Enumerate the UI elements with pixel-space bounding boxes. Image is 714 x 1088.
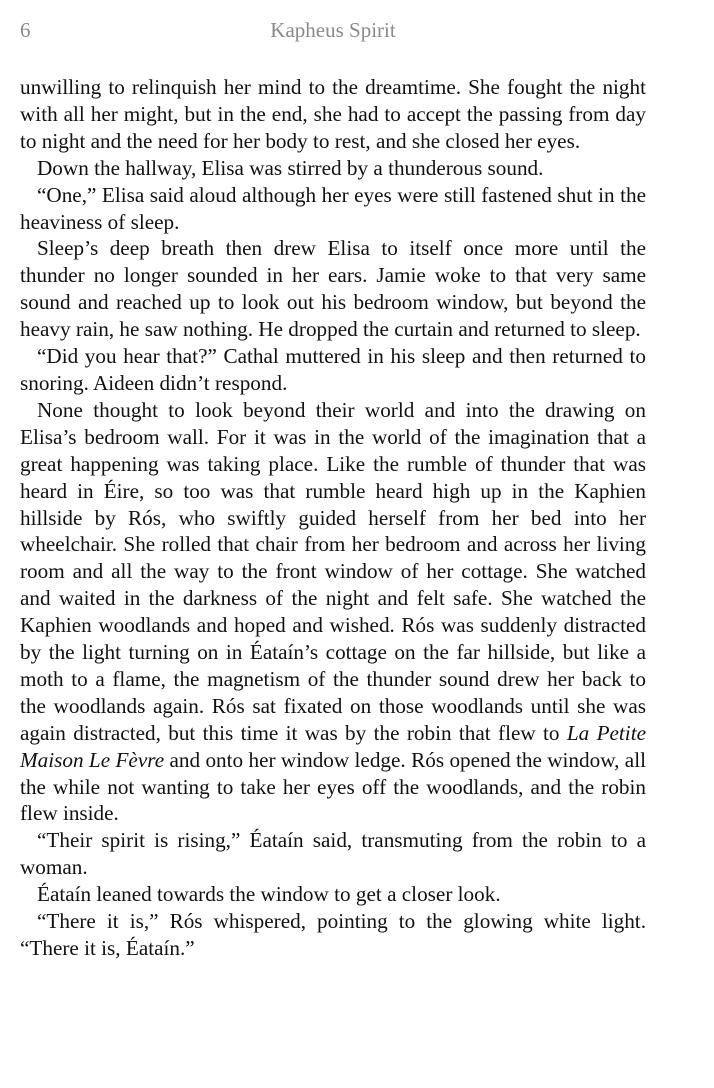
paragraph: Sleep’s deep breath then drew Elisa to itself once more until the thunder no longer sounded in her ears. Jamie woke to that very same sound and reached up to look out his bedroom window, but beyond the heavy rain, he saw nothing. He dropped the curtain and returned to sleep. [20,236,646,342]
page-header [20,18,646,48]
paragraph: Éataín leaned towards the window to get a closer look. [37,882,501,907]
body-text [20,74,646,962]
paragraph: unwilling to relinquish her mind to the dreamtime. She fought the night with all her might, but in the end, she had to accept the passing from day to night and the need for her body to rest, and she closed her eyes. [20,75,646,153]
running-title: Kapheus Spirit [270,18,396,42]
page-number: 6 [20,18,31,42]
paragraph: “Did you hear that?” Cathal muttered in his sleep and then returned to snoring. Aideen didn’t respond. [20,344,646,395]
paragraph: “Their spirit is rising,” Éataín said, transmuting from the robin to a woman. [20,828,646,880]
paragraph [20,397,646,828]
paragraph-text: None thought to look beyond their world and into the drawing on Elisa’s bedroom wall. For it was in the world of the imagination that a great happening was taking place. Like the rumble of thunder that was heard in Éire, so too was that rumble heard high up in the Kaphien hillside by Rós, who swiftly guided herself from her bed into her wheelchair. She rolled that chair from her bedroom and across her living room and all the way to the front window of her cottage. She watched and waited in the darkness of the night and felt safe. She watched the Kaphien woodlands and hoped and wished. Rós was suddenly distracted by the light turning on in Éataín’s cottage on the far hillside, but like a moth to a flame, the magnetism of the thunder sound drew her back to the woodlands again. Rós sat fixated on those woodlands until she was again distracted, but this time it was by the robin that flew to [20,397,646,745]
paragraph-text: and onto her window ledge. Rós opened the window, all the while not wanting to take her eyes off the woodlands, and the robin flew inside. [20,747,646,826]
book-title-italic: La Petite Maison Le Fèvre [20,720,646,772]
paragraph: “One,” Elisa said aloud although her eyes were still fastened shut in the heaviness of sleep. [20,182,646,234]
paragraph: “There it is,” Rós whispered, pointing to the glowing white light. “There it is, Éataín.” [20,909,646,960]
paragraph: Down the hallway, Elisa was stirred by a thunderous sound. [37,155,544,180]
